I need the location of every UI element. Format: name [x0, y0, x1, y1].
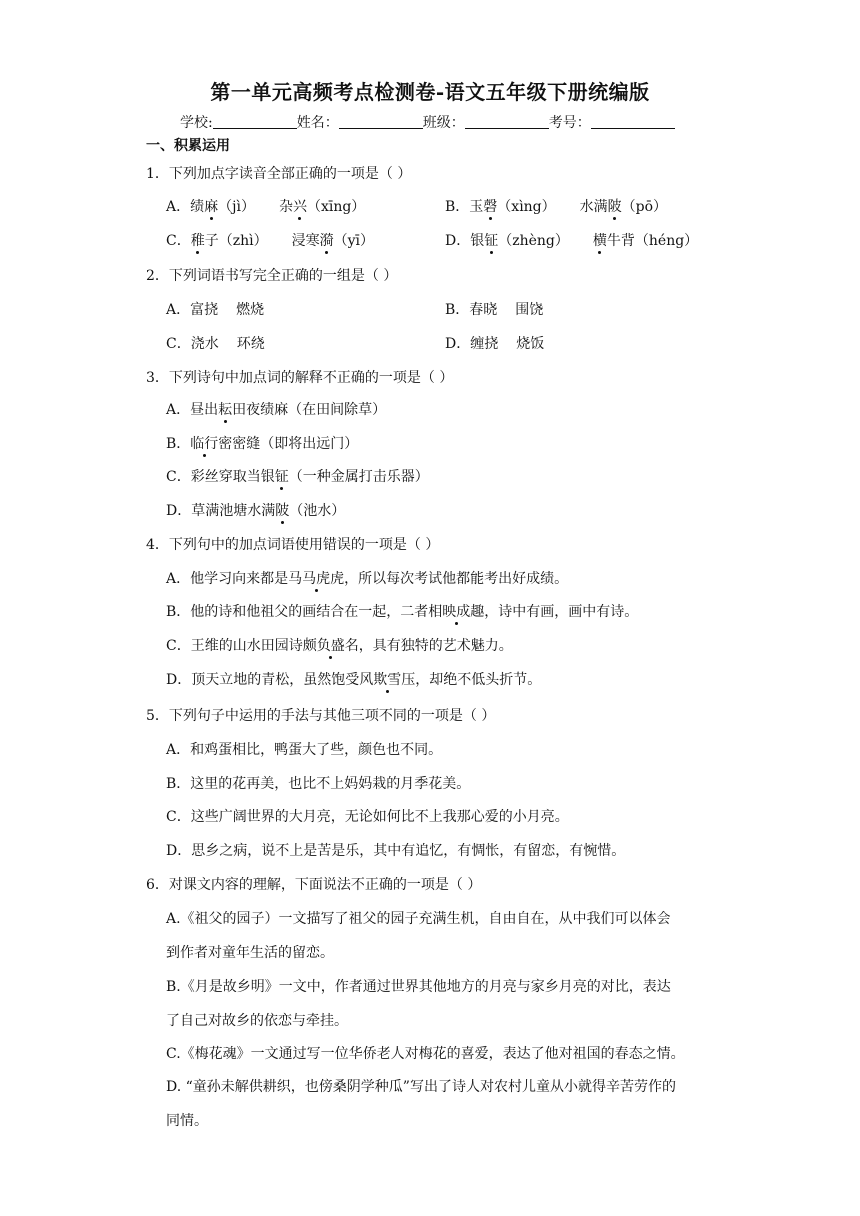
q6-option-b-line2: 了自己对故乡的依恋与牵挂。 [166, 1013, 348, 1029]
number-blank[interactable] [591, 114, 675, 129]
school-label: 学校: [180, 115, 213, 131]
question-5-stem: 5．下列句子中运用的手法与其他三项不同的一项是（ ） [146, 708, 496, 724]
q6-option-a-line2: 到作者对童年生活的留恋。 [166, 945, 334, 961]
q2-option-a: A．富挠 燃烧 [166, 302, 265, 318]
q4-option-a: A．他学习向来都是马马虎虎，所以每次考试他都能考出好成绩。 [166, 571, 569, 587]
q6-option-b-line1: B.《月是故乡明》一文中，作者通过世界其他地方的月亮与家乡月亮的对比，表达 [166, 979, 671, 995]
question-3-stem: 3．下列诗句中加点词的解释不正确的一项是（ ） [146, 370, 454, 386]
q2-option-b: B．春晓 围饶 [445, 302, 544, 318]
class-label: 班级： [422, 115, 465, 131]
q5-option-c: C．这些广阔世界的大月亮，无论如何比不上我那心爱的小月亮。 [166, 809, 569, 825]
q1-option-c: C．稚子（zhì） 浸寒漪（yī） [166, 233, 374, 249]
name-blank[interactable] [339, 114, 423, 129]
q6-option-d-line1: D. “童孙未解供耕织，也傍桑阴学种瓜”写出了诗人对农村儿童从小就得辛苦劳作的 [166, 1079, 676, 1095]
q2-option-c: C．浇水 环绕 [166, 336, 265, 352]
q5-option-d: D．思乡之病，说不上是苦是乐，其中有追忆，有惆怅，有留恋，有惋惜。 [166, 843, 626, 859]
q1-option-d: D．银钲（zhèng） 横牛背（héng） [445, 233, 699, 249]
q5-option-a: A．和鸡蛋相比，鸭蛋大了些，颜色也不同。 [166, 742, 443, 758]
student-info-line [180, 112, 675, 132]
q6-option-d-line2: 同情。 [166, 1113, 208, 1129]
question-4-stem: 4．下列句中的加点词语使用错误的一项是（ ） [146, 537, 440, 553]
q4-option-c: C．王维的山水田园诗颇负盛名，具有独特的艺术魅力。 [166, 638, 513, 654]
class-blank[interactable] [465, 114, 549, 129]
number-label: 考号： [548, 115, 591, 131]
question-6-stem: 6．对课文内容的理解，下面说法不正确的一项是（ ） [146, 877, 482, 893]
question-1-stem: 1．下列加点字读音全部正确的一项是（ ） [146, 166, 412, 182]
q6-option-a-line1: A.《祖父的园子）一文描写了祖父的园子充满生机，自由自在，从中我们可以体会 [166, 911, 671, 927]
q4-option-d: D．顶天立地的青松，虽然饱受风欺雪压，却绝不低头折节。 [166, 672, 542, 688]
school-blank[interactable] [213, 114, 297, 129]
section-heading: 一、积累运用 [146, 138, 230, 154]
page-title: 第一单元高频考点检测卷-语文五年级下册统编版 [210, 80, 650, 104]
q2-option-d: D．缠挠 烧饭 [445, 336, 545, 352]
q3-option-d: D．草满池塘水满陂（池水） [166, 503, 346, 519]
name-label: 姓名： [296, 115, 339, 131]
q1-option-b: B．玉磬（xìng） 水满陂（pō） [445, 199, 668, 215]
question-2-stem: 2．下列词语书写完全正确的一组是（ ） [146, 268, 398, 284]
q5-option-b: B．这里的花再美，也比不上妈妈栽的月季花美。 [166, 776, 471, 792]
q3-option-b: B．临行密密缝（即将出远门） [166, 436, 359, 452]
q6-option-c: C.《梅花魂》一文通过写一位华侨老人对梅花的喜爱，表达了他对祖国的春态之情。 [166, 1046, 685, 1062]
q4-option-b: B．他的诗和他祖父的画结合在一起，二者相映成趣，诗中有画，画中有诗。 [166, 604, 639, 620]
q3-option-c: C．彩丝穿取当银钲（一种金属打击乐器） [166, 469, 429, 485]
q3-option-a: A．昼出耘田夜绩麻（在田间除草） [166, 402, 387, 418]
q1-option-a: A．绩麻（jì） 杂兴（xīng） [166, 199, 366, 215]
